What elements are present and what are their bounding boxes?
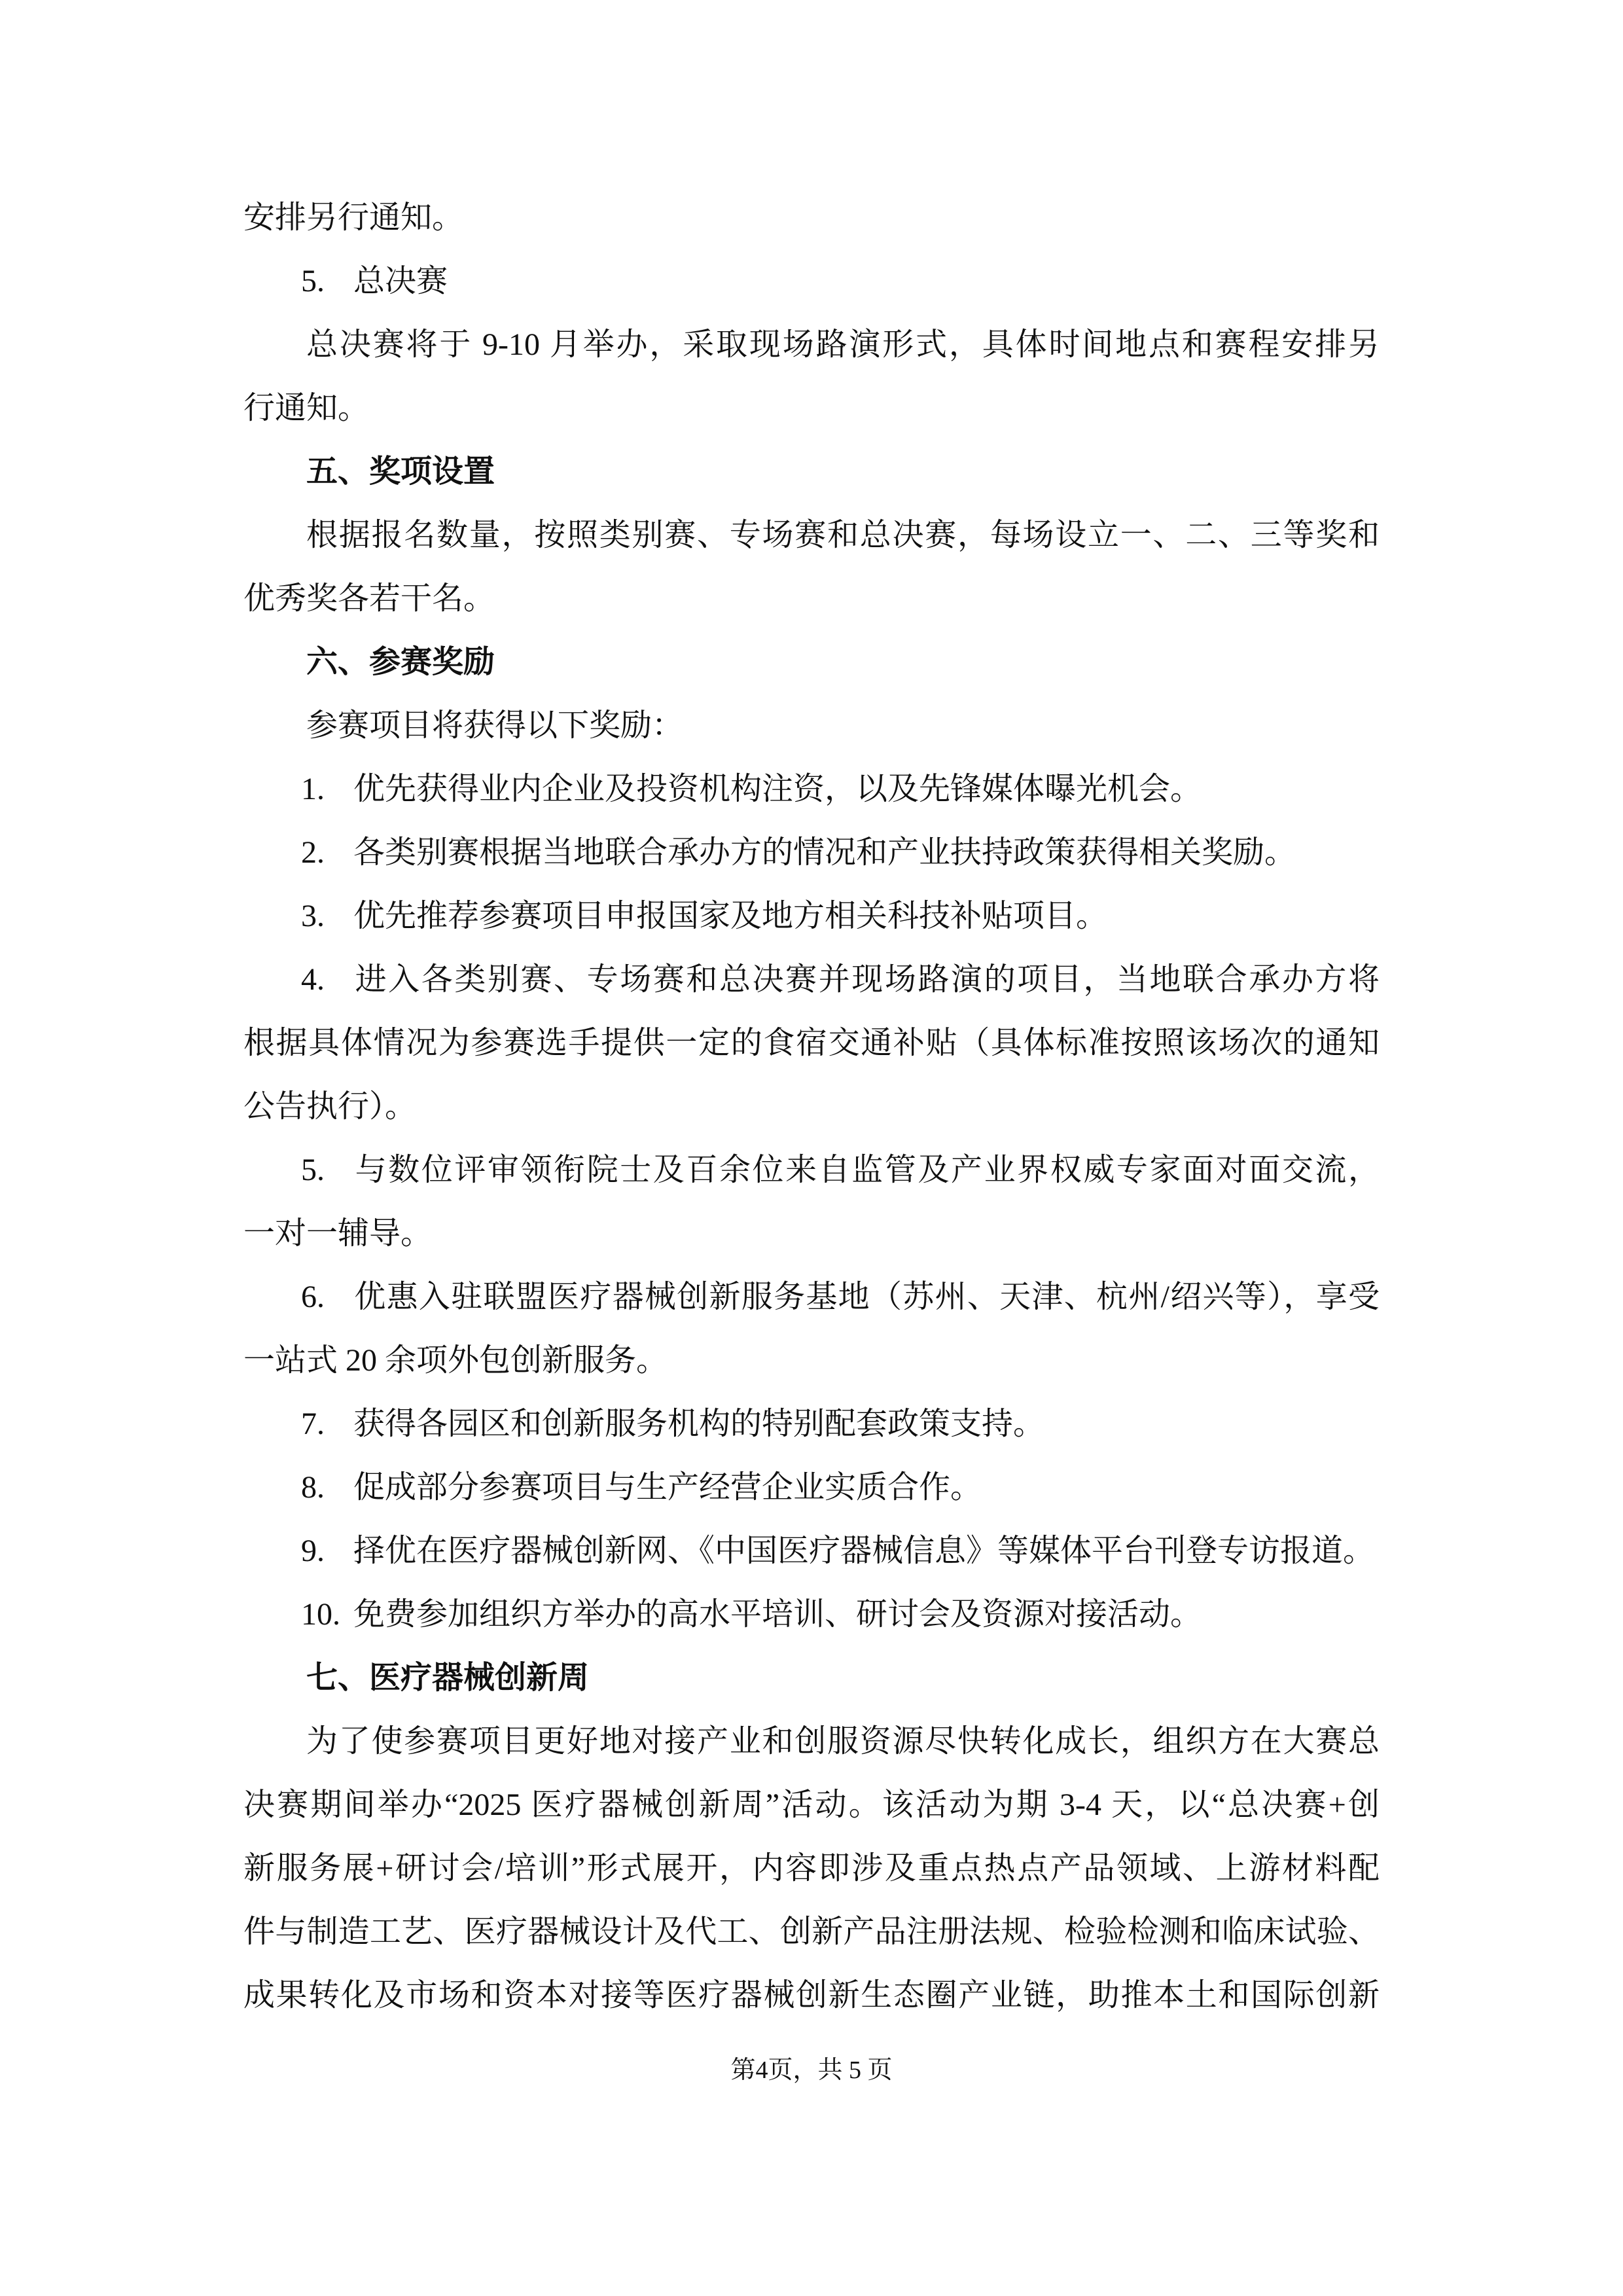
- document-body: [243, 186, 1380, 2027]
- doc-line: [243, 1900, 1380, 1964]
- doc-text: 公告执行）。: [243, 1089, 417, 1124]
- doc-line: [243, 1519, 1380, 1583]
- doc-line: [243, 1265, 1380, 1329]
- doc-text: 优秀奖各若干名。: [243, 581, 495, 616]
- list-number: 8.: [301, 1470, 325, 1505]
- doc-text: 免费参加组织方举办的高水平培训、研讨会及资源对接活动。: [353, 1597, 1202, 1632]
- doc-text: 成果转化及市场和资本对接等医疗器械创新生态圈产业链，助推本土和国际创新: [243, 1978, 1380, 2013]
- doc-line: [243, 948, 1380, 1011]
- doc-line: [243, 567, 1380, 630]
- doc-text: 总决赛: [353, 264, 448, 298]
- doc-line: [243, 1138, 1380, 1202]
- section-heading: [243, 440, 1380, 503]
- doc-line: [243, 1392, 1380, 1456]
- doc-text: 件与制造工艺、医疗器械设计及代工、创新产品注册法规、检验检测和临床试验、: [243, 1914, 1380, 1949]
- doc-line: [243, 313, 1380, 376]
- doc-line: [243, 1837, 1380, 1900]
- doc-text: 优惠入驻联盟医疗器械创新服务基地（苏州、天津、杭州/绍兴等），享受: [353, 1280, 1380, 1314]
- list-number: 7.: [301, 1407, 325, 1441]
- doc-line: [243, 1583, 1380, 1646]
- doc-text: 总决赛将于 9-10 月举办，采取现场路演形式，具体时间地点和赛程安排另: [306, 327, 1380, 362]
- doc-text: 五、奖项设置: [306, 454, 495, 489]
- section-heading: [243, 630, 1380, 694]
- doc-text: 促成部分参赛项目与生产经营企业实质合作。: [353, 1470, 982, 1505]
- doc-text: 根据报名数量，按照类别赛、专场赛和总决赛，每场设立一、二、三等奖和: [306, 518, 1380, 552]
- doc-line: [243, 249, 1380, 313]
- doc-line: [243, 1329, 1380, 1392]
- doc-text: 优先推荐参赛项目申报国家及地方相关科技补贴项目。: [353, 899, 1108, 933]
- doc-line: [243, 757, 1380, 821]
- doc-text: 决赛期间举办“2025 医疗器械创新周”活动。该活动为期 3-4 天，以“总决赛+创: [243, 1787, 1380, 1822]
- doc-text: 一对一辅导。: [243, 1216, 433, 1251]
- doc-line: [243, 186, 1380, 249]
- doc-line: [243, 503, 1380, 567]
- doc-line: [243, 1964, 1380, 2027]
- doc-line: [243, 1075, 1380, 1138]
- doc-line: [243, 1710, 1380, 1773]
- doc-line: [243, 694, 1380, 757]
- doc-text: 参赛项目将获得以下奖励：: [306, 708, 684, 743]
- doc-text: 行通知。: [243, 391, 370, 425]
- list-number: 5.: [301, 1153, 325, 1187]
- page-footer: [0, 2047, 1623, 2093]
- list-number: 5.: [301, 264, 325, 298]
- page-number: 第4页，共 5 页: [730, 2056, 893, 2084]
- doc-line: [243, 884, 1380, 948]
- list-number: 3.: [301, 899, 325, 933]
- doc-text: 根据具体情况为参赛选手提供一定的食宿交通补贴（具体标准按照该场次的通知: [243, 1026, 1380, 1060]
- doc-text: 获得各园区和创新服务机构的特别配套政策支持。: [353, 1407, 1045, 1441]
- list-number: 1.: [301, 772, 325, 806]
- doc-text: 各类别赛根据当地联合承办方的情况和产业扶持政策获得相关奖励。: [353, 835, 1296, 870]
- list-number: 4.: [301, 962, 325, 997]
- list-number: 6.: [301, 1280, 325, 1314]
- doc-text: 新服务展+研讨会/培训”形式展开，内容即涉及重点热点产品领域、上游材料配: [243, 1851, 1380, 1886]
- doc-line: [243, 376, 1380, 440]
- list-number: 9.: [301, 1534, 325, 1568]
- doc-text: 七、医疗器械创新周: [306, 1660, 590, 1695]
- doc-text: 与数位评审领衔院士及百余位来自监管及产业界权威专家面对面交流，: [353, 1153, 1380, 1187]
- list-number: 10.: [301, 1597, 340, 1632]
- doc-text: 择优在医疗器械创新网、《中国医疗器械信息》等媒体平台刊登专访报道。: [353, 1534, 1375, 1568]
- doc-line: [243, 1773, 1380, 1837]
- doc-line: [243, 1456, 1380, 1519]
- list-number: 2.: [301, 835, 325, 870]
- doc-text: 一站式 20 余项外包创新服务。: [243, 1343, 668, 1378]
- doc-text: 安排另行通知。: [243, 200, 464, 235]
- doc-line: [243, 1202, 1380, 1265]
- doc-line: [243, 821, 1380, 884]
- section-heading: [243, 1646, 1380, 1710]
- doc-text: 优先获得业内企业及投资机构注资，以及先锋媒体曝光机会。: [353, 772, 1202, 806]
- doc-line: [243, 1011, 1380, 1075]
- doc-text: 为了使参赛项目更好地对接产业和创服资源尽快转化成长，组织方在大赛总: [306, 1724, 1380, 1759]
- doc-text: 六、参赛奖励: [306, 645, 495, 679]
- doc-text: 进入各类别赛、专场赛和总决赛并现场路演的项目，当地联合承办方将: [353, 962, 1380, 997]
